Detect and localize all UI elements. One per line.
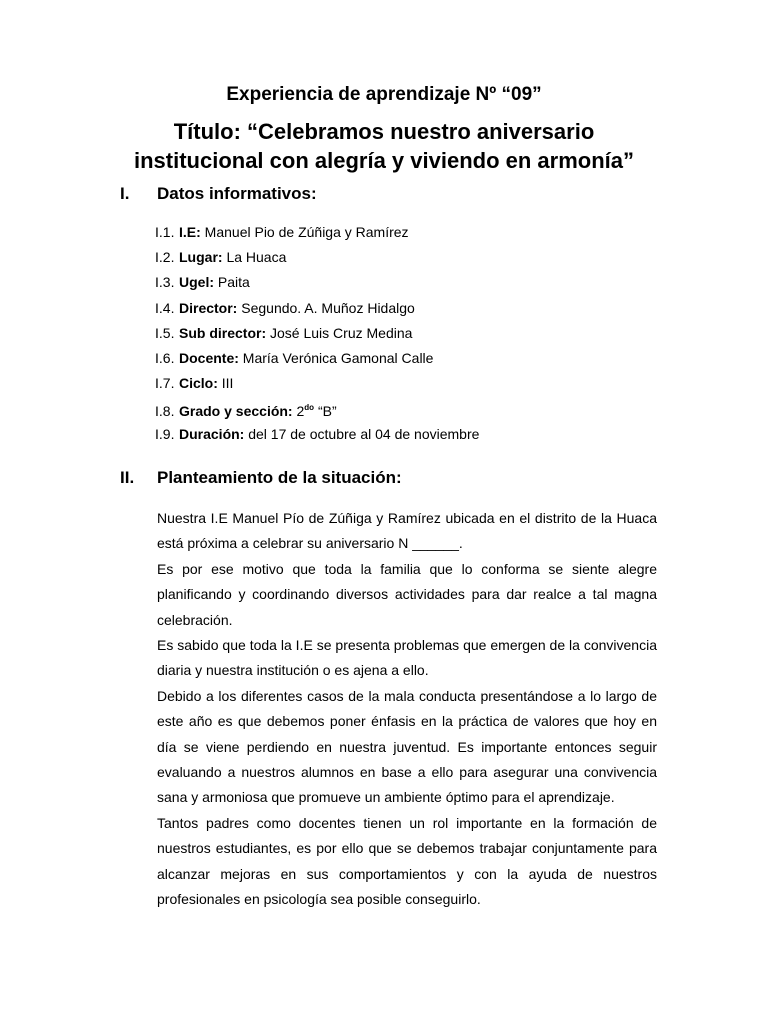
paragraph: Es sabido que toda la I.E se presenta problemas que emergen de la convivencia diaria y nuestra institución o es ajena a ello. [157,637,657,679]
info-item-number: I.9. [155,425,175,442]
info-item-lugar [155,247,479,272]
section-2-number: II. [120,468,135,487]
info-item-value: José Luis Cruz Medina [270,324,413,341]
info-item-number: I.7. [155,375,175,392]
title-line-1: Título: “Celebramos nuestro aniversario [173,119,595,144]
info-item-number: I.1. [155,224,175,240]
info-item-number: I.2. [155,249,175,266]
info-item-number: I.3. [155,274,175,291]
situation-body [157,506,657,913]
info-item-label: Docente: [179,349,239,366]
section-letter: “B” [314,403,337,420]
paragraph: Nuestra I.E Manuel Pío de Zúñiga y Ramírez ubicada en el distrito de la Huaca está próxima a celebrar su aniversario N ______. [157,510,657,552]
info-item-value: Paita [217,274,250,291]
informative-data-list [155,222,479,449]
section-1-title: Datos informativos: [157,184,317,203]
info-item-value: del 17 de octubre al 04 de noviembre [248,425,480,442]
paragraph: Debido a los diferentes casos de la mala conducta presentándose a lo largo de este año es que debemos poner énfasis en la práctica de valores que hoy en día se viene perdiendo en nuestra juventud. Es importante entonces seguir evaluando a nuestros alumnos en base a ello para asegurar una convivencia sana y armoniosa que promueve un ambiente óptimo para el aprendizaje. [157,687,657,806]
experience-title: Experiencia de aprendizaje Nº “09” [226,84,542,105]
section-2-title: Planteamiento de la situación: [157,468,402,487]
info-item-sub-director [155,323,479,348]
info-item-number: I.8. [155,403,175,420]
info-item-label: Duración: [179,425,245,442]
info-item-grado-seccion [155,398,479,423]
info-item-label: Sub director: [179,324,267,341]
info-item-number: I.6. [155,349,175,366]
paragraph: Tantos padres como docentes tienen un rol importante en la formación de nuestros estudiantes, es por ello que se debemos trabajar conjuntamente para alcanzar mejoras en sus comportamientos y con la ayuda de nuestros profesionales en psicología sea posible conseguirlo. [157,814,657,908]
info-item-ugel [155,272,479,297]
info-item-docente [155,348,479,373]
paragraph: Es por ese motivo que toda la familia que lo conforma se siente alegre planificando y coordinando diversos actividades para dar realce a tal magna celebración. [157,560,657,628]
info-item-number: I.5. [155,324,175,341]
info-item-value: La Huaca [226,249,287,266]
info-item-director [155,298,479,323]
info-item-value: Manuel Pio de Zúñiga y Ramírez [204,224,409,240]
info-item-label: I.E: [179,224,201,240]
info-item-number: I.4. [155,299,175,316]
info-item-label: Director: [179,299,238,316]
info-item-ciclo [155,373,479,398]
section-1-number: I. [120,184,130,203]
info-item-ie [155,222,479,247]
grade-ordinal-suffix: do [304,403,315,413]
info-item-label: Grado y sección: [179,403,293,420]
info-item-duracion [155,424,479,449]
info-item-value: III [221,375,234,392]
info-item-value: Segundo. A. Muñoz Hidalgo [241,299,415,316]
grade-number: 2 [296,403,305,420]
info-item-label: Ugel: [179,274,214,291]
info-item-label: Lugar: [179,249,223,266]
title-line-2: institucional con alegría y viviendo en armonía” [133,148,635,173]
info-item-label: Ciclo: [179,375,218,392]
info-item-value [296,403,336,419]
info-item-value: María Verónica Gamonal Calle [242,349,434,366]
